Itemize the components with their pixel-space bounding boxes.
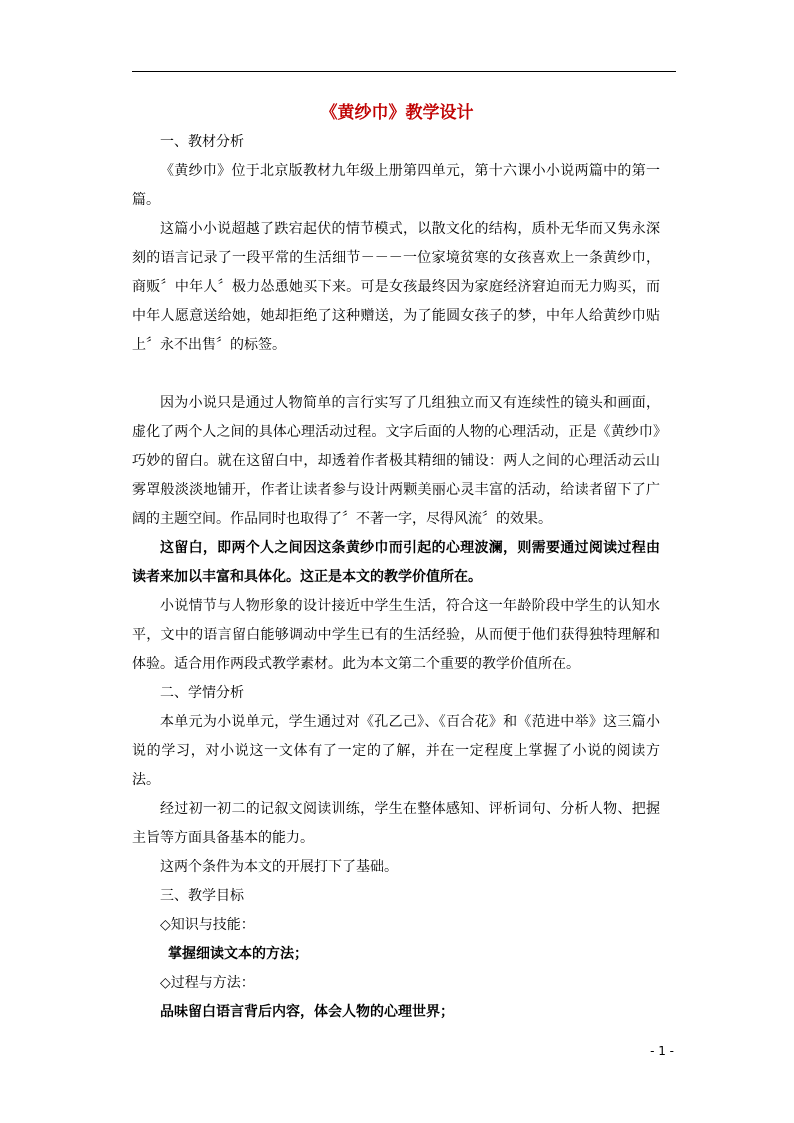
goal-process-text: 品味留白语言背后内容，体会人物的心理世界； bbox=[160, 1004, 454, 1020]
blank-line bbox=[132, 360, 660, 389]
paragraph-blank-space: 因为小说只是通过人物简单的言行实写了几组独立而又有连续性的镜头和画面，虚化了两个人之间的具体心理活动过程。文字后面的人物的心理活动，正是《黄纱巾》巧妙的留白。就在这留白中，却透着作者极其精细的铺设：两人之间的心理活动云山雾罩般淡淡地铺开，作者让读者参与设计两颗美丽心灵丰富的活动，给读者留下了广阔的主题空间。作品同时也取得了〞不著一字，尽得风流〞的效果。 bbox=[132, 395, 660, 527]
page-number: - 1 - bbox=[650, 1044, 674, 1058]
section-heading-teaching-goals: 三、教学目标 bbox=[160, 888, 244, 904]
section-heading-textbook-analysis: 一、教材分析 bbox=[160, 134, 244, 150]
header-rule bbox=[132, 71, 676, 72]
goal-knowledge-text: 掌握细读文本的方法； bbox=[168, 946, 308, 962]
document-body bbox=[132, 128, 660, 1027]
document-title: 《黄纱巾》教学设计 bbox=[320, 103, 474, 123]
goal-knowledge-label: ◇知识与技能： bbox=[160, 917, 255, 933]
paragraph-story-summary: 这篇小小说超越了跌宕起伏的情节模式，以散文化的结构，质朴无华而又隽永深刻的语言记录了一段平常的生活细节－－－一位家境贫寒的女孩喜欢上一条黄纱巾，商贩〞中年人〞极力怂恿她买下来。可是女孩最终因为家庭经济窘迫而无力购买，而中年人愿意送给她，她却拒绝了这种赠送，为了能圆女孩子的梦，中年人给黄纱巾贴上〞永不出售〞的标签。 bbox=[132, 221, 660, 353]
goal-process-label: ◇过程与方法： bbox=[160, 975, 255, 991]
paragraph-unit-intro: 本单元为小说单元，学生通过对《孔乙己》、《百合花》和《范进中举》这三篇小说的学习，对小说这一文体有了一定的了解，并在一定程度上掌握了小说的阅读方法。 bbox=[132, 714, 660, 788]
paragraph-second-value: 小说情节与人物形象的设计接近中学生生活，符合这一年龄阶段中学生的认知水平，文中的语言留白能够调动中学生已有的生活经验，从而便于他们获得独特理解和体验。适合用作两段式教学素材。此为本文第二个重要的教学价值所在。 bbox=[132, 598, 660, 672]
paragraph-textbook-location: 《黄纱巾》位于北京版教材九年级上册第四单元，第十六课小小说两篇中的第一篇。 bbox=[132, 163, 660, 208]
paragraph-teaching-value: 这留白，即两个人之间因这条黄纱巾而引起的心理波澜，则需要通过阅读过程由读者来加以丰富和具体化。这正是本文的教学价值所在。 bbox=[132, 540, 660, 585]
paragraph-foundation: 这两个条件为本文的开展打下了基础。 bbox=[160, 859, 398, 875]
paragraph-reading-training: 经过初一初二的记叙文阅读训练，学生在整体感知、评析词句、分析人物、把握主旨等方面具备基本的能力。 bbox=[132, 801, 660, 846]
section-heading-learner-analysis: 二、学情分析 bbox=[160, 685, 244, 701]
